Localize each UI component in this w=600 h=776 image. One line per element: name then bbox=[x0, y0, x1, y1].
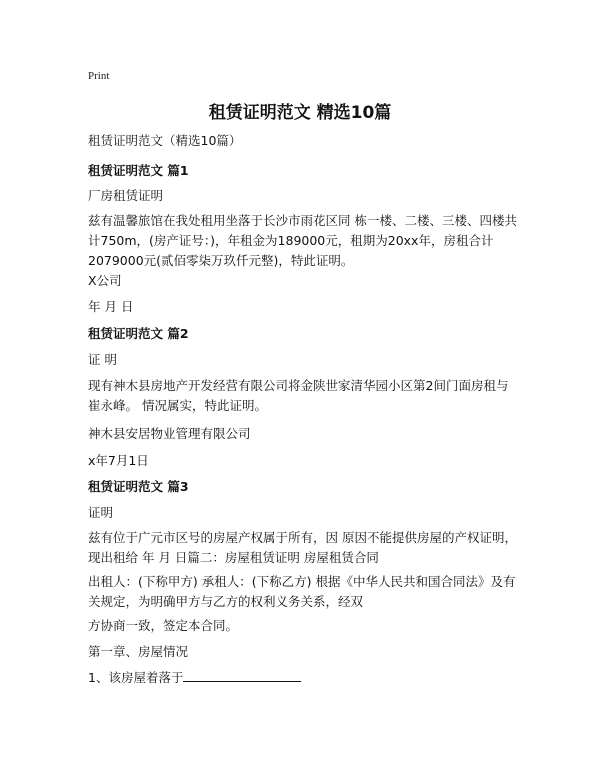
section-label-3: 证明 bbox=[88, 505, 114, 520]
section-signer-1: X公司 bbox=[88, 273, 122, 288]
item-1-text: 1、该房屋着落于 bbox=[88, 670, 184, 685]
section-body-3c: 方协商一致，签定本合同。 bbox=[88, 618, 239, 633]
section-date-1: 年 月 日 bbox=[88, 299, 134, 314]
document-title: 租赁证明范文 精选10篇 bbox=[208, 103, 392, 123]
item-1 bbox=[88, 668, 518, 688]
section-heading-2: 租赁证明范文 篇2 bbox=[88, 326, 189, 341]
section-heading-1: 租赁证明范文 篇1 bbox=[88, 163, 189, 178]
print-label: Print bbox=[88, 70, 110, 82]
section-body-3b: 出租人：(下称甲方) 承租人：(下称乙方) 根据《中华人民共和国合同法》及有关规定，为明确甲方与乙方的权利义务关系，经双 bbox=[88, 574, 516, 609]
section-label-2: 证 明 bbox=[88, 352, 117, 367]
section-date-2: x年7月1日 bbox=[88, 453, 149, 468]
section-label-1: 厂房租赁证明 bbox=[88, 188, 164, 203]
section-body-1: 兹有温馨旅馆在我处租用坐落于长沙市雨花区同 栋一楼、二楼、三楼、四楼共计750m，(房产证号：)，年租金为189000元，租期为20xx年，房租合计2079000元(贰佰零柒万玖仟元整)，特此证明。 bbox=[88, 213, 517, 268]
document-subtitle: 租赁证明范文（精选10篇） bbox=[88, 133, 242, 148]
fill-in-blank bbox=[183, 669, 301, 682]
section-signer-2: 神木县安居物业管理有限公司 bbox=[88, 426, 251, 441]
section-body-2: 现有神木县房地产开发经营有限公司将金陕世家清华园小区第2间门面房租与崔永峰。 情况属实，特此证明。 bbox=[88, 378, 509, 413]
section-heading-3: 租赁证明范文 篇3 bbox=[88, 479, 189, 494]
section-body-3: 兹有位于广元市区号的房屋产权属于所有，因 原因不能提供房屋的产权证明，现出租给 年 月 日篇二：房屋租赁证明 房屋租赁合同 bbox=[88, 530, 517, 565]
chapter-heading: 第一章、房屋情况 bbox=[88, 644, 189, 659]
